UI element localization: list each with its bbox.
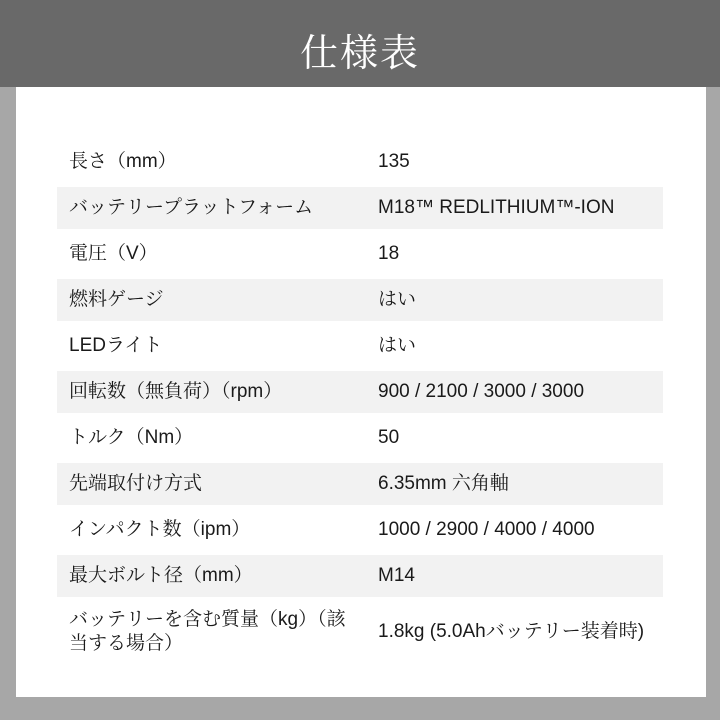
spec-row-led-light <box>57 325 663 367</box>
spec-value: はい <box>378 335 417 356</box>
spec-value: 135 <box>378 151 410 172</box>
spec-row-voltage <box>57 233 663 275</box>
spec-row-fuel-gauge <box>57 279 663 321</box>
spec-value: はい <box>378 289 417 310</box>
spec-label: インパクト数（ipm） <box>69 519 251 540</box>
spec-value: 6.35mm 六角軸 <box>378 473 509 494</box>
spec-value: 18 <box>378 243 400 264</box>
page-title: 仕様表 <box>299 33 420 75</box>
spec-label: 電圧（V） <box>69 243 158 264</box>
spec-label: LEDライト <box>69 335 163 356</box>
spec-row-max-bolt <box>57 555 663 597</box>
spec-label: トルク（Nm） <box>69 427 194 448</box>
spec-row-rpm <box>57 371 663 413</box>
spec-row-torque <box>57 417 663 459</box>
spec-label: バッテリーを含む質量（kg）（該当する場合） <box>69 609 346 654</box>
spec-value: 1.8kg (5.0Ahバッテリー装着時) <box>378 621 645 642</box>
spec-row-weight <box>57 601 663 663</box>
spec-value: M18™ REDLITHIUM™-ION <box>378 197 615 218</box>
spec-row-chuck-type <box>57 463 663 505</box>
spec-value: 900 / 2100 / 3000 / 3000 <box>378 381 585 402</box>
spec-label: 回転数（無負荷）（rpm） <box>69 381 283 402</box>
spec-label: 最大ボルト径（mm） <box>69 565 253 586</box>
spec-row-ipm <box>57 509 663 551</box>
spec-value: M14 <box>378 565 415 586</box>
title-bar <box>0 0 720 87</box>
spec-label: 先端取付け方式 <box>69 473 203 494</box>
spec-table <box>57 141 663 667</box>
spec-label: 燃料ゲージ <box>69 289 164 310</box>
spec-label: バッテリープラットフォーム <box>69 197 314 218</box>
bottom-frame-strip <box>0 697 720 720</box>
spec-row-battery-platform <box>57 187 663 229</box>
spec-row-length <box>57 141 663 183</box>
spec-value: 50 <box>378 427 400 448</box>
spec-label: 長さ（mm） <box>69 151 177 172</box>
spec-value: 1000 / 2900 / 4000 / 4000 <box>378 519 595 540</box>
content-panel <box>16 87 706 697</box>
